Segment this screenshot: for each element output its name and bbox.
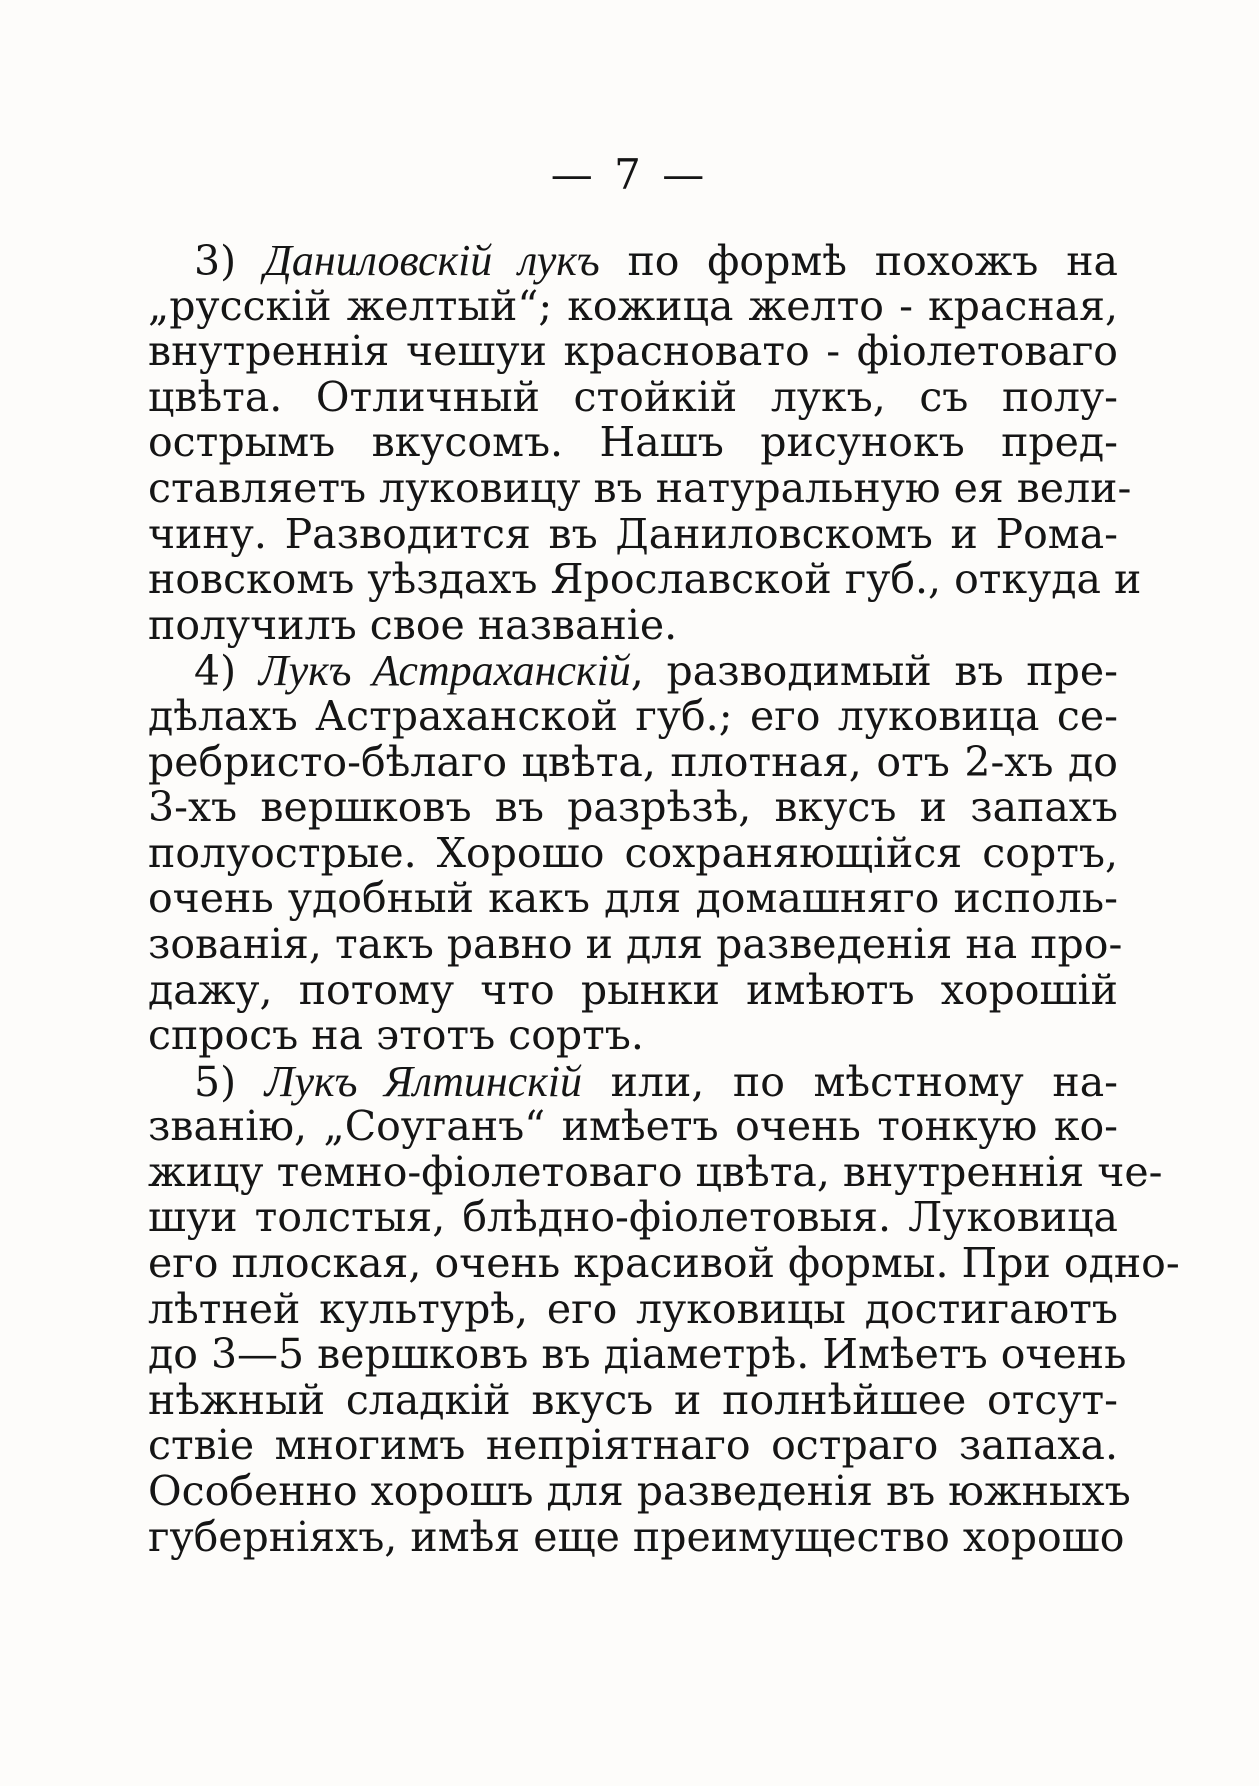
page-number: — 7 — (550, 150, 709, 199)
text-line (148, 1512, 1125, 1561)
paragraph (148, 646, 1123, 1060)
variety-name: Лукъ Астраханскій (258, 646, 631, 696)
text-line (148, 555, 1142, 604)
text-run: 3) (194, 237, 264, 285)
text-run: ставляетъ луковицу въ натуральную ея вели- (148, 463, 1132, 512)
text-line (148, 1375, 1118, 1424)
paragraph (148, 1056, 1180, 1561)
text-run: зованія, такъ равно и для разведенія на про- (148, 919, 1123, 968)
text-run: ствіе многимъ непріятнаго остраго запаха. (148, 1421, 1118, 1470)
text-run: спросъ на этотъ сортъ. (148, 1011, 644, 1060)
text-line (148, 1013, 1118, 1059)
text-line (148, 919, 1123, 968)
text-run: полуострые. Хорошо сохраняющійся сортъ, (148, 828, 1118, 877)
text-line (148, 509, 1118, 558)
text-run: „русскій желтый“; кожица желто - красная, (148, 281, 1118, 330)
body-text (148, 236, 1180, 1561)
text-run: лѣтней культурѣ, его луковицы достигаютъ (148, 1284, 1118, 1333)
text-run: чину. Разводится въ Даниловскомъ и Рома- (148, 509, 1118, 558)
text-line (148, 329, 1118, 375)
variety-name: Даниловскій лукъ (263, 236, 600, 285)
text-line (148, 785, 1118, 831)
text-line (148, 1195, 1118, 1241)
text-line (148, 1423, 1118, 1469)
text-line (148, 372, 1118, 421)
text-run: получилъ свое названіе. (148, 600, 678, 649)
text-run: губерніяхъ, имѣя еще преимущество хорошо (148, 1512, 1125, 1561)
text-line (148, 737, 1118, 786)
text-run: дѣлахъ Астраханской губ.; его луковица се- (148, 691, 1118, 740)
text-run: его плоская, очень красивой формы. При одно- (148, 1239, 1180, 1288)
text-run: внутреннія чешуи красновато - фіолетоваго (148, 327, 1118, 376)
variety-name: Лукъ Ялтинскій (264, 1056, 583, 1106)
text-run: по формѣ похожъ на (599, 237, 1118, 285)
text-line (148, 1239, 1180, 1288)
text-line (148, 1056, 1118, 1106)
text-run: 3-хъ вершковъ въ разрѣзѣ, вкусъ и запахъ (148, 783, 1118, 832)
text-line (148, 965, 1118, 1014)
text-run: Особенно хорошъ для разведенія въ южныхъ (148, 1467, 1131, 1516)
text-run: , разводимый въ пре- (630, 647, 1118, 696)
text-line (148, 876, 1118, 922)
text-line (148, 1147, 1163, 1196)
text-line (148, 691, 1118, 740)
text-run: ребристо-бѣлаго цвѣта, плотная, отъ 2-хъ до (148, 737, 1118, 786)
text-run: острымъ вкусомъ. Нашъ рисунокъ пред- (148, 418, 1118, 467)
text-line (148, 1467, 1131, 1516)
paragraph (148, 236, 1142, 649)
text-run: 4) (194, 647, 259, 696)
text-line (148, 463, 1132, 512)
text-run: до 3—5 вершковъ въ діаметрѣ. Имѣетъ очень (148, 1330, 1127, 1379)
text-line (148, 1284, 1118, 1333)
text-run: дажу, потому что рынки имѣютъ хорошій (148, 965, 1118, 1014)
text-run: цвѣта. Отличный стойкій лукъ, съ полу- (148, 372, 1118, 421)
text-line (148, 828, 1118, 877)
text-run: новскомъ уѣздахъ Ярославской губ., откуда и (148, 555, 1142, 604)
text-run: очень удобный какъ для домашняго исполь- (148, 874, 1118, 923)
text-run: 5) (194, 1057, 265, 1106)
text-line (148, 1104, 1118, 1150)
text-line (148, 420, 1118, 466)
text-line (148, 238, 1118, 284)
text-run: жицу темно-фіолетоваго цвѣта, внутреннія че- (148, 1147, 1163, 1196)
text-run: нѣжный сладкій вкусъ и полнѣйшее отсут- (148, 1375, 1118, 1424)
text-line (148, 648, 1118, 694)
text-line (148, 1330, 1127, 1379)
text-run: шуи толстыя, блѣдно-фіолетовыя. Луковица (148, 1193, 1118, 1242)
text-run: званію, „Соуганъ“ имѣетъ очень тонкую ко- (148, 1102, 1118, 1151)
text-run: или, по мѣстному на- (582, 1057, 1118, 1106)
text-line (148, 600, 1118, 649)
text-line (148, 281, 1118, 330)
